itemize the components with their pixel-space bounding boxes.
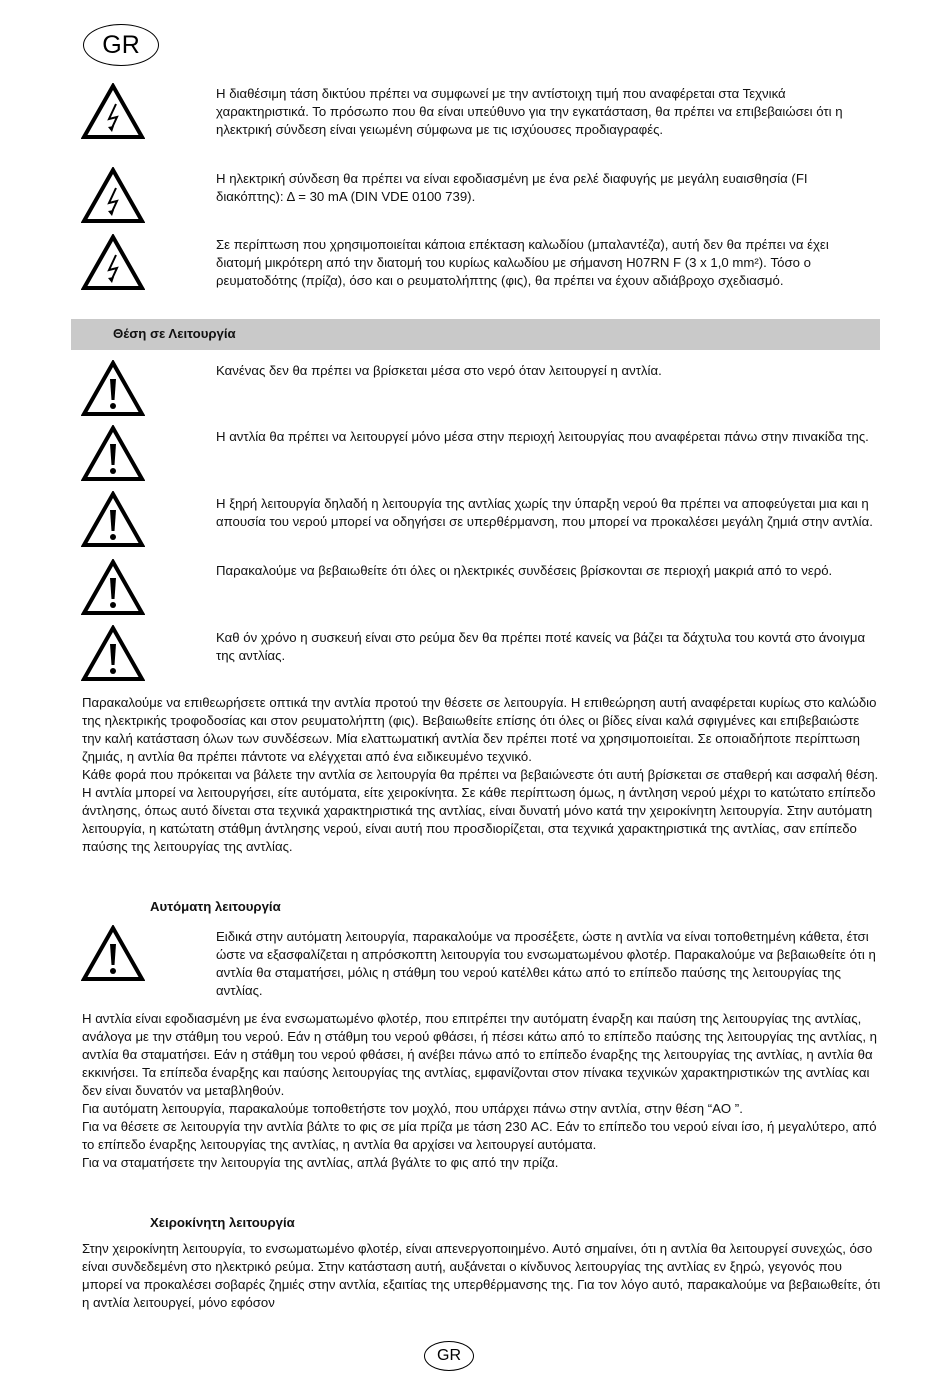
paragraph: Η αντλία είναι εφοδιασμένη με ένα ενσωματωμένο φλοτέρ, που επιτρέπει την αυτόματη έναρξη και παύση της λειτουργίας της αντλίας, ανάλογα με την στάθμη του νερού. Εάν η στάθμη του νερού φθάσει, ή πέσει κάτω από το επίπεδο παύσης της λειτουργίας της αντλίας, η αντλία θα σταματήσει. Εάν η στάθμη του νερού φθάσει, ή ανέβει πάνω από το επίπεδο έναρξης της λειτουργίας της αντλίας, η αντλία θα εκκινήσει. Τα επίπεδα έναρξης και παύσης λειτουργίας της αντλίας, εμφανίζονται στον πίνακα τεχνικών χαρακτηριστικών της αντλίας και δεν είναι δυνατόν να μεταβληθούν.: [82, 1011, 877, 1098]
electrical-hazard-icon: [81, 234, 145, 291]
section-header-band: [71, 319, 880, 350]
paragraph: Για αυτόματη λειτουργία, παρακαλούμε τοποθετήστε τον μοχλό, που υπάρχει πάνω στην αντλία, στην θέση “AO ”.: [82, 1101, 743, 1116]
automatic-heading: Αυτόματη λειτουργία: [150, 899, 281, 914]
language-badge-top: GR: [83, 24, 159, 66]
section-body: [82, 694, 882, 856]
section-warning-5-text: Καθ όν χρόνο η συσκευή είναι στο ρεύμα δεν θα πρέπει ποτέ κανείς να βάζει τα δάχτυλα του κοντά στο άνοιγμα της αντλίας.: [216, 630, 866, 663]
section-warning-2-text: Η αντλία θα πρέπει να λειτουργεί μόνο μέσα στην περιοχή λειτουργίας που αναφέρεται πάνω στην πινακίδα της.: [216, 429, 869, 444]
section-title: Θέση σε Λειτουργία: [113, 326, 236, 341]
intro-warning-2-text: Η ηλεκτρική σύνδεση θα πρέπει να είναι εφοδιασμένη με ένα ρελέ διαφυγής με μεγάλη ευαισθησία (FI διακόπτης): Δ = 30 mA (DIN VDE 0100 739).: [216, 171, 808, 204]
section-warning-4-text: Παρακαλούμε να βεβαιωθείτε ότι όλες οι ηλεκτρικές συνδέσεις βρίσκονται σε περιοχή μακριά από το νερό.: [216, 563, 833, 578]
warning-exclamation-icon: [81, 925, 145, 982]
electrical-hazard-icon: [81, 167, 145, 224]
paragraph: Για να θέσετε σε λειτουργία την αντλία βάλτε το φις σε μία πρίζα με τάση 230 AC. Εάν το επίπεδο του νερού είναι ίσο, ή μεγαλύτερο, από το επίπεδο έναρξης λειτουργίας της αντλίας, η αντλία θα αρχίσει να λειτουργεί αυτόματα.: [82, 1119, 877, 1152]
section-warning-3-text: Η ξηρή λειτουργία δηλαδή η λειτουργία της αντλίας χωρίς την ύπαρξη νερού θα πρέπει να αποφεύγεται μια και η απουσία του νερού μπορεί να οδηγήσει σε υπερθέρμανση, που μπορεί να προκαλέσει μεγάλη ζημιά στην αντλία.: [216, 496, 873, 529]
paragraph: Η αντλία μπορεί να λειτουργήσει, είτε αυτόματα, είτε χειροκίνητα. Σε κάθε περίπτωση όμως, η άντληση νερού μέχρι το κατώτατο επίπεδο άντλησης, όπως αυτό δίνεται στα τεχνικά χαρακτηριστικά της αντλίας, είναι δυνατή μόνο κατά την χειροκίνητη λειτουργία. Στην αυτόματη λειτουργία, η κατώτατη στάθμη άντλησης νερού, είναι αυτή που προσδιορίζεται, στα τεχνικά χαρακτηριστικά της αντλίας, σαν επίπεδο παύσης της λειτουργίας της αντλίας.: [82, 785, 876, 854]
paragraph: Για να σταματήσετε την λειτουργία της αντλίας, απλά βγάλτε το φις από την πρίζα.: [82, 1155, 559, 1170]
paragraph: Στην χειροκίνητη λειτουργία, το ενσωματωμένο φλοτέρ, είναι απενεργοποιημένο. Αυτό σημαίνει, ότι η αντλία θα λειτουργεί συνεχώς, όσο είναι συνδεδεμένη στο ηλεκτρικό ρεύμα. Στην κατάσταση αυτή, αυξάνεται ο κίνδυνος λειτουργίας της αντλίας εν ξηρώ, γεγονός που μπορεί να προκαλέσει σοβαρές ζημιές στην αντλία, εξαιτίας της υπερθέρμανσης της. Για τον λόγο αυτό, παρακαλούμε να βεβαιωθείτε, ότι η αντλία λειτουργεί, μόνο εφόσον: [82, 1241, 881, 1310]
intro-warning-3-text: Σε περίπτωση που χρησιμοποιείται κάποια επέκταση καλωδίου (μπαλαντέζα), αυτή δεν θα πρέπει να έχει διατομή μικρότερη από την διατομή του κυρίως καλωδίου με σήμανση H07RN F (3 x 1,0 mm²). Τόσο ο ρευματοδότης (πρίζα), όσο και ο ρευματολήπτης (φις), θα πρέπει να έχουν αδιάβροχο σχεδιασμό.: [216, 237, 829, 288]
warning-exclamation-icon: [81, 360, 145, 417]
electrical-hazard-icon: [81, 83, 145, 140]
manual-heading: Χειροκίνητη λειτουργία: [150, 1215, 295, 1230]
warning-exclamation-icon: [81, 491, 145, 548]
automatic-warning-text: Ειδικά στην αυτόματη λειτουργία, παρακαλούμε να προσέξετε, ώστε η αντλία να είναι τοποθετημένη κάθετα, έτσι ώστε να εξασφαλίζεται η απρόσκοπτη λειτουργία του ενσωματωμένου φλοτέρ. Παρακαλούμε να βεβαιωθείτε ότι η αντλία θα σταματήσει, μόλις η στάθμη του νερού κατέλθει κάτω από το επίπεδο παύσης της λειτουργίας της αντλίας.: [216, 929, 876, 998]
warning-exclamation-icon: [81, 625, 145, 682]
automatic-body: [82, 1010, 882, 1172]
paragraph: Παρακαλούμε να επιθεωρήσετε οπτικά την αντλία προτού την θέσετε σε λειτουργία. Η επιθεώρηση αυτή αναφέρεται κυρίως στο καλώδιο της ηλεκτρικής τροφοδοσίας και στον ρευματολήπτη (φις). Βεβαιωθείτε επίσης ότι όλες οι βίδες είναι καλά σφιγμένες και επιβεβαιώστε την καλή κατάσταση όλων των συνδέσεων. Μία ελαττωματική αντλία δεν πρέπει ποτέ να χρησιμοποιείται. Σε οποιαδήποτε περίπτωση ζημιάς, η αντλία θα πρέπει πάντοτε να ελέγχεται από ένα ειδικευμένο τεχνικό.: [82, 695, 877, 764]
manual-body: [82, 1240, 882, 1312]
paragraph: Κάθε φορά που πρόκειται να βάλετε την αντλία σε λειτουργία θα πρέπει να βεβαιώνεστε ότι αυτή βρίσκεται σε σταθερή και ασφαλή θέση.: [82, 767, 879, 782]
intro-warning-1-text: Η διαθέσιμη τάση δικτύου πρέπει να συμφωνεί με την αντίστοιχη τιμή που αναφέρεται στα Τεχνικά χαρακτηριστικά. Το πρόσωπο που θα είναι υπεύθυνο για την εγκατάσταση, θα πρέπει να επιβεβαιώσει ότι η ηλεκτρική σύνδεση είναι γειωμένη σύμφωνα με τις ισχύουσες προδιαγραφές.: [216, 86, 843, 137]
section-warning-1-text: Κανένας δεν θα πρέπει να βρίσκεται μέσα στο νερό όταν λειτουργεί η αντλία.: [216, 363, 662, 378]
warning-exclamation-icon: [81, 425, 145, 482]
warning-exclamation-icon: [81, 559, 145, 616]
language-badge-bottom: GR: [424, 1341, 474, 1371]
